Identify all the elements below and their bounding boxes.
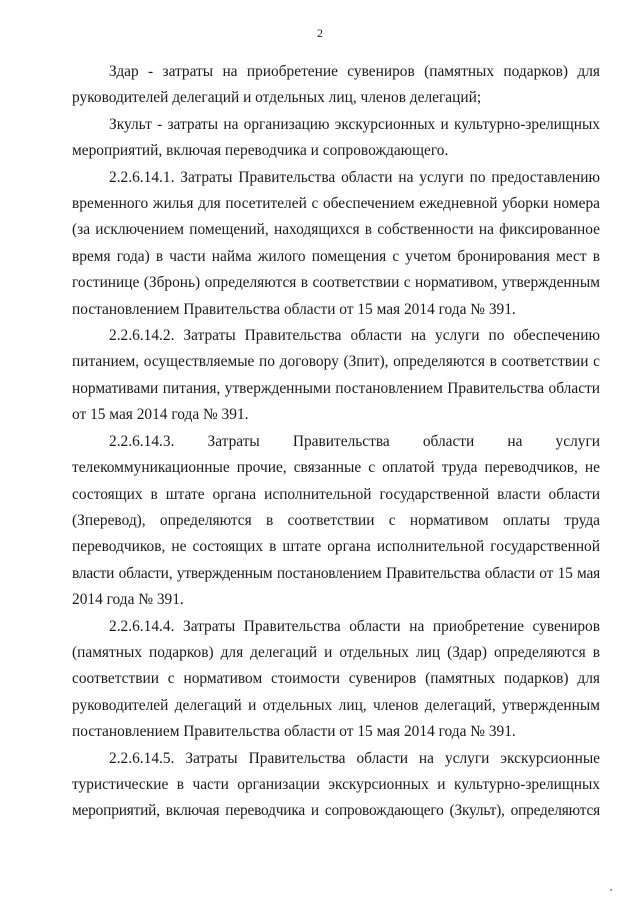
paragraph-line: состоящих в штате органа исполнительной государственной власти области bbox=[72, 485, 600, 503]
paragraph bbox=[72, 429, 600, 614]
page-number: 2 bbox=[317, 26, 323, 40]
paragraph-line: соответствии с нормативом стоимости сувениров (памятных подарков) для bbox=[72, 670, 600, 688]
paragraph-list bbox=[72, 59, 600, 825]
paragraph-line: 2.2.6.14.3. Затраты Правительства области на услуги bbox=[109, 432, 600, 450]
paragraph-line: руководителей делегаций и отдельных лиц, членов делегаций, утвержденным bbox=[72, 696, 600, 714]
paragraph-line: постановлением Правительства области от 15 мая 2014 года № 391. bbox=[72, 723, 516, 741]
paragraph-line: туристические в части организации экскурсионных и культурно-зрелищных bbox=[72, 775, 600, 793]
paragraph-line: (Зперевод), определяются в соответствии с нормативом оплаты труда bbox=[72, 511, 600, 529]
paragraph-line: телекоммуникационные прочие, связанные с оплатой труда переводчиков, не bbox=[72, 459, 600, 477]
paragraph-line: руководителей делегаций и отдельных лиц, членов делегаций; bbox=[72, 89, 482, 107]
paragraph bbox=[72, 746, 600, 825]
paragraph bbox=[72, 112, 600, 165]
paragraph-line: Зкульт - затраты на организацию экскурсионных и культурно-зрелищных bbox=[109, 115, 600, 133]
document-body bbox=[72, 59, 600, 825]
paragraph-line: 2.2.6.14.2. Затраты Правительства области на услуги по обеспечению bbox=[109, 327, 600, 345]
paragraph-line: (памятных подарков) для делегаций и отдельных лиц (Здар) определяются в bbox=[72, 643, 600, 661]
paragraph bbox=[72, 614, 600, 746]
paragraph-line: 2.2.6.14.5. Затраты Правительства области на услуги экскурсионные bbox=[109, 749, 600, 767]
paragraph-line: мероприятий, включая переводчика и сопровождающего (Зкульт), определяются bbox=[72, 802, 600, 820]
paragraph-line: власти области, утвержденным постановлением Правительства области от 15 мая bbox=[72, 564, 600, 582]
paragraph-line: временного жилья для посетителей с обеспечением ежедневной уборки номера bbox=[72, 195, 600, 213]
paragraph-line: (за исключением помещений, находящихся в собственности на фиксированное bbox=[72, 221, 600, 239]
paragraph-line: 2.2.6.14.4. Затраты Правительства области на приобретение сувениров bbox=[109, 617, 600, 635]
paragraph-line: питанием, осуществляемые по договору (Зпит), определяются в соответствии с bbox=[72, 353, 600, 371]
paragraph-line: гостинице (Збронь) определяются в соответствии с нормативом, утвержденным bbox=[72, 274, 600, 292]
paragraph-line: переводчиков, не состоящих в штате органа исполнительной государственной bbox=[72, 538, 600, 556]
paragraph-line: нормативами питания, утвержденными постановлением Правительства области bbox=[72, 379, 600, 397]
paragraph bbox=[72, 165, 600, 323]
paragraph-line: 2.2.6.14.1. Затраты Правительства области на услуги по предоставлению bbox=[109, 168, 600, 186]
paragraph-line: 2014 года № 391. bbox=[72, 591, 184, 609]
paragraph bbox=[72, 59, 600, 112]
scan-artifact-dot bbox=[610, 889, 612, 891]
paragraph bbox=[72, 323, 600, 429]
paragraph-line: от 15 мая 2014 года № 391. bbox=[72, 406, 249, 424]
paragraph-line: мероприятий, включая переводчика и сопровождающего. bbox=[72, 142, 449, 160]
paragraph-line: Здар - затраты на приобретение сувениров (памятных подарков) для bbox=[109, 63, 600, 80]
paragraph-line: время года) в части найма жилого помещения с учетом бронирования мест в bbox=[72, 247, 600, 265]
paragraph-line: постановлением Правительства области от 15 мая 2014 года № 391. bbox=[72, 300, 516, 318]
